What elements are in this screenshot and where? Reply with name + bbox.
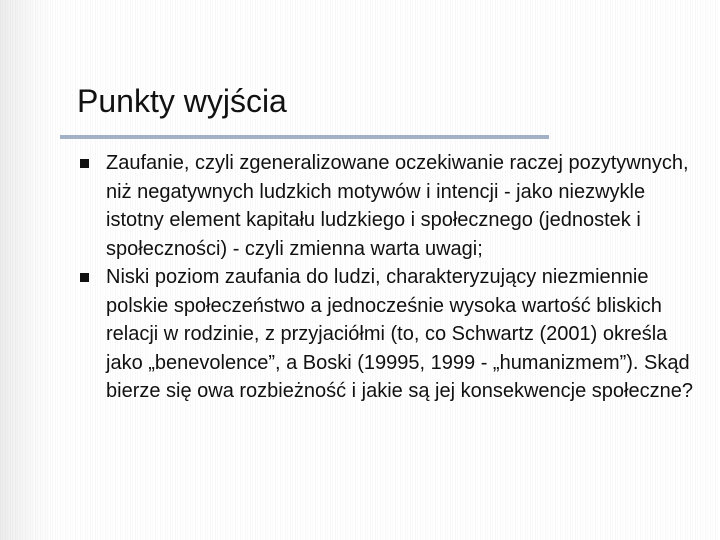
bullet-item-trust [78,149,708,263]
bullet-list [78,149,708,406]
bullet-item-low-trust [78,263,708,406]
bullet-text: Niski poziom zaufania do ludzi, charakteryzujący niezmiennie polskie społeczeństwo a jednocześnie wysoka wartość bliskich relacji w rodzinie, z przyjaciółmi (to, co Schwartz (2001) określa jako „benevolence”, a Boski (19995, 1999 - „humanizmem”). Skąd bierze się owa rozbieżność i jakie są jej konsekwencje społeczne? [106,266,693,402]
square-bullet-icon [80,273,89,282]
slide-left-shade [0,0,56,540]
title-underline [60,135,549,139]
square-bullet-icon [80,159,89,168]
bullet-text: Zaufanie, czyli zgeneralizowane oczekiwanie raczej pozytywnych, niż negatywnych ludzkich motywów i intencji - jako niezwykle istotny element kapitału ludzkiego i społecznego (jednostek i społeczności) - czyli zmienna warta uwagi; [106,152,689,260]
slide-title: Punkty wyjścia [77,83,287,119]
